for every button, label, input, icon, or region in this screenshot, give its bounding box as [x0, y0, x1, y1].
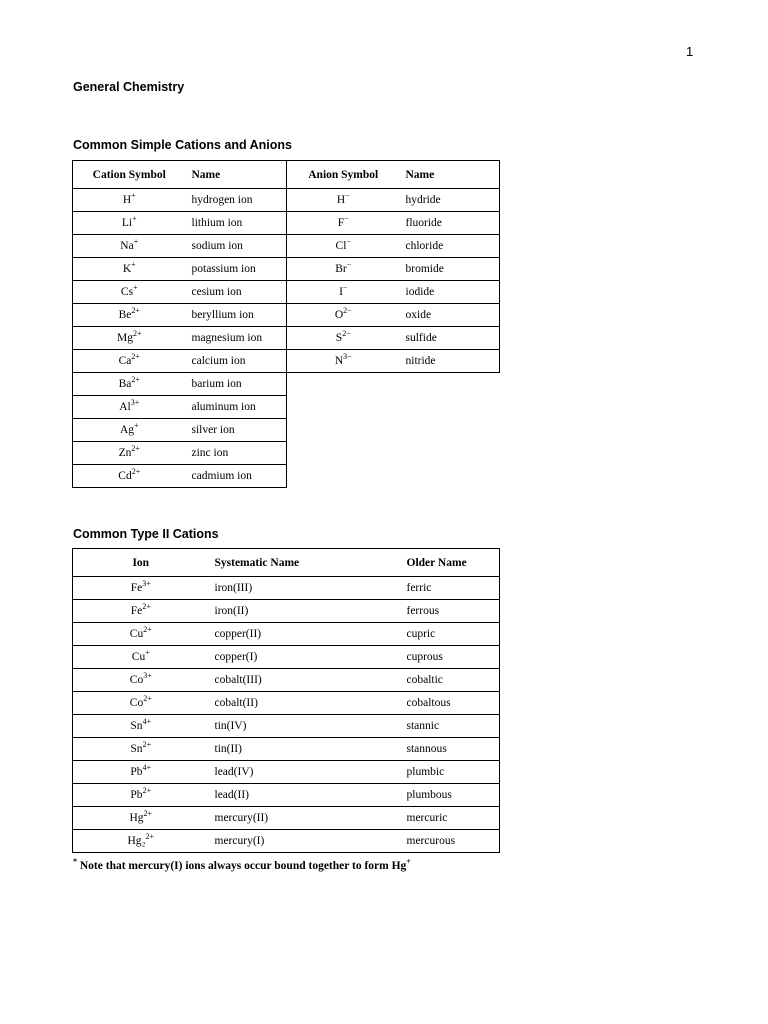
simple-ions-table	[72, 160, 500, 488]
ion-symbol-cell	[287, 258, 400, 281]
ion-charge: 2−	[342, 329, 351, 338]
ion-symbol: F	[337, 217, 345, 229]
ion-charge: −	[344, 214, 349, 223]
older-name-cell: plumbous	[401, 784, 500, 807]
ion-symbol: Hg	[129, 812, 144, 824]
ion-charge: 2+	[132, 329, 142, 338]
older-name-cell: cupric	[401, 623, 500, 646]
table-row	[73, 258, 500, 281]
table-row	[73, 373, 500, 396]
ion-name-cell: silver ion	[186, 419, 287, 442]
empty-cell	[287, 442, 400, 465]
ion-charge: 2+	[142, 602, 151, 611]
empty-cell	[400, 419, 500, 442]
ion-charge: 4+	[142, 763, 152, 772]
ion-symbol-cell	[287, 304, 400, 327]
ion-name-cell: lithium ion	[186, 212, 287, 235]
ion-name-cell: cesium ion	[186, 281, 287, 304]
ion-symbol-cell	[287, 212, 400, 235]
ion-charge: 2+	[143, 694, 152, 703]
ion-charge: 2+	[131, 444, 140, 453]
ion-charge: +	[132, 214, 137, 223]
table-row	[73, 396, 500, 419]
ion-symbol: H	[336, 194, 346, 206]
empty-cell	[287, 465, 400, 488]
older-name-cell: mercurous	[401, 830, 500, 853]
ion-symbol-cell	[73, 396, 186, 419]
empty-cell	[287, 373, 400, 396]
table-row	[73, 784, 500, 807]
ion-charge: 3+	[142, 579, 151, 588]
column-header: Anion Symbol	[287, 161, 400, 189]
ion-name-cell: fluoride	[400, 212, 500, 235]
older-name-cell: plumbic	[401, 761, 500, 784]
ion-name-cell: zinc ion	[186, 442, 287, 465]
ion-symbol: Mg	[117, 332, 133, 344]
ion-symbol: Fe	[130, 605, 143, 617]
ion-symbol-cell	[73, 442, 186, 465]
table-row	[73, 738, 500, 761]
table-row	[73, 350, 500, 373]
ion-charge: 2+	[143, 625, 152, 634]
ion-symbol: Ag	[119, 424, 135, 436]
ion-symbol-cell	[73, 807, 209, 830]
ion-charge: +	[145, 648, 150, 657]
ion-symbol-cell	[73, 304, 186, 327]
older-name-cell: ferric	[401, 577, 500, 600]
ion-name-cell: barium ion	[186, 373, 287, 396]
ion-charge: 2−	[343, 306, 352, 315]
footnote-ion-charge: +	[406, 857, 411, 866]
ion-symbol: Sn	[130, 720, 143, 732]
ion-name-cell: nitride	[400, 350, 500, 373]
ion-symbol: Sn	[130, 743, 143, 755]
ion-symbol: Zn	[118, 447, 132, 459]
table-row	[73, 692, 500, 715]
systematic-name-cell: iron(III)	[209, 577, 401, 600]
empty-cell	[287, 396, 400, 419]
table-row	[73, 669, 500, 692]
ion-symbol-cell	[73, 692, 209, 715]
systematic-name-cell: cobalt(II)	[209, 692, 401, 715]
ion-symbol-cell	[73, 281, 186, 304]
table-row	[73, 715, 500, 738]
ion-symbol: Be	[118, 309, 132, 321]
table-row	[73, 577, 500, 600]
ion-symbol: H	[122, 194, 132, 206]
column-header: Name	[186, 161, 287, 189]
ion-name-cell: potassium ion	[186, 258, 287, 281]
ion-symbol-cell	[73, 715, 209, 738]
ion-symbol: Cd	[118, 470, 132, 482]
ion-symbol-cell	[73, 258, 186, 281]
ion-name-cell: beryllium ion	[186, 304, 287, 327]
ion-charge: +	[133, 283, 138, 292]
ion-charge: 4+	[142, 717, 152, 726]
systematic-name-cell: mercury(II)	[209, 807, 401, 830]
systematic-name-cell: iron(II)	[209, 600, 401, 623]
ion-symbol-cell	[287, 189, 400, 212]
ion-name-cell: sodium ion	[186, 235, 287, 258]
ion-charge: −	[342, 283, 348, 292]
empty-cell	[400, 373, 500, 396]
ion-symbol: O	[334, 309, 344, 321]
ion-name-cell: oxide	[400, 304, 500, 327]
ion-symbol: Pb	[130, 789, 143, 801]
ion-charge: −	[346, 237, 351, 246]
table-row	[73, 600, 500, 623]
ion-symbol-cell	[73, 212, 186, 235]
systematic-name-cell: copper(I)	[209, 646, 401, 669]
ion-symbol-cell	[287, 281, 400, 304]
ion-symbol-cell	[73, 669, 209, 692]
ion-symbol-cell	[73, 738, 209, 761]
ion-symbol: Pb	[130, 766, 143, 778]
systematic-name-cell: mercury(I)	[209, 830, 401, 853]
older-name-cell: ferrous	[401, 600, 500, 623]
table-row	[73, 465, 500, 488]
ion-symbol: Cs	[120, 286, 134, 298]
ion-symbol: Co	[129, 674, 144, 686]
ion-name-cell: hydride	[400, 189, 500, 212]
ion-symbol-cell	[73, 761, 209, 784]
ion-name-cell: chloride	[400, 235, 500, 258]
ion-symbol: Li	[121, 217, 133, 229]
column-header: Ion	[73, 549, 209, 577]
ion-charge: 2+	[142, 740, 152, 749]
ion-charge: −	[345, 191, 350, 200]
ion-symbol-cell	[73, 350, 186, 373]
section-heading-type2-cations: Common Type II Cations	[73, 527, 219, 541]
ion-charge: 2+	[131, 375, 140, 384]
ion-symbol-cell	[73, 600, 209, 623]
table-row	[73, 830, 500, 853]
systematic-name-cell: lead(IV)	[209, 761, 401, 784]
ion-symbol: Fe	[130, 582, 143, 594]
ion-symbol: Na	[120, 240, 134, 252]
ion-name-cell: bromide	[400, 258, 500, 281]
ion-symbol-cell	[73, 373, 186, 396]
empty-cell	[400, 442, 500, 465]
ion-charge: 3−	[343, 352, 352, 361]
ion-charge: 2+	[143, 809, 153, 818]
table-row	[73, 304, 500, 327]
page-number: 1	[686, 44, 694, 59]
empty-cell	[400, 465, 500, 488]
ion-charge: 2+	[131, 306, 140, 315]
ion-symbol: Hg₂	[127, 835, 146, 847]
column-header: Older Name	[401, 549, 500, 577]
table-row	[73, 646, 500, 669]
section-heading-simple-ions: Common Simple Cations and Anions	[73, 138, 292, 152]
ion-symbol-cell	[73, 235, 186, 258]
column-header: Cation Symbol	[73, 161, 186, 189]
ion-charge: +	[131, 260, 136, 269]
ion-symbol: N	[334, 355, 344, 367]
empty-cell	[287, 419, 400, 442]
table-header-row	[73, 161, 500, 189]
ion-symbol-cell	[73, 577, 209, 600]
ion-name-cell: calcium ion	[186, 350, 287, 373]
systematic-name-cell: copper(II)	[209, 623, 401, 646]
ion-charge: 2+	[131, 352, 140, 361]
ion-symbol-cell	[73, 419, 186, 442]
ion-symbol-cell	[73, 784, 209, 807]
table-row	[73, 212, 500, 235]
ion-charge: +	[134, 421, 139, 430]
ion-symbol-cell	[73, 830, 209, 853]
ion-symbol: K	[122, 263, 132, 275]
footnote	[73, 857, 411, 872]
older-name-cell: stannic	[401, 715, 500, 738]
ion-charge: 2+	[142, 786, 152, 795]
ion-name-cell: iodide	[400, 281, 500, 304]
ion-symbol: Ca	[118, 355, 132, 367]
table-row	[73, 281, 500, 304]
table-row	[73, 235, 500, 258]
ion-symbol: Cu	[131, 651, 146, 663]
footnote-marker: *	[73, 857, 77, 866]
ion-name-cell: aluminum ion	[186, 396, 287, 419]
table-row	[73, 442, 500, 465]
page-title: General Chemistry	[73, 80, 185, 94]
ion-symbol-cell	[287, 327, 400, 350]
type2-cations-table	[72, 548, 500, 853]
column-header: Systematic Name	[209, 549, 401, 577]
ion-charge: 2+	[145, 832, 155, 841]
older-name-cell: cobaltic	[401, 669, 500, 692]
table-row	[73, 327, 500, 350]
footnote-text: Note that mercury(I) ions always occur bound together to form Hg	[77, 860, 407, 872]
ion-symbol-cell	[73, 646, 209, 669]
ion-symbol: Co	[129, 697, 144, 709]
ion-symbol-cell	[287, 350, 400, 373]
ion-charge: 2+	[131, 467, 141, 476]
table-row	[73, 807, 500, 830]
older-name-cell: mercuric	[401, 807, 500, 830]
ion-name-cell: sulfide	[400, 327, 500, 350]
column-header: Name	[400, 161, 500, 189]
ion-symbol: Al	[119, 401, 131, 413]
ion-name-cell: magnesium ion	[186, 327, 287, 350]
ion-name-cell: hydrogen ion	[186, 189, 287, 212]
table-row	[73, 623, 500, 646]
older-name-cell: cobaltous	[401, 692, 500, 715]
ion-charge: 3+	[143, 671, 152, 680]
table-row	[73, 761, 500, 784]
ion-symbol: S	[335, 332, 343, 344]
table-row	[73, 189, 500, 212]
ion-symbol: I	[339, 286, 343, 298]
table-header-row	[73, 549, 500, 577]
ion-symbol-cell	[73, 623, 209, 646]
systematic-name-cell: lead(II)	[209, 784, 401, 807]
table-row	[73, 419, 500, 442]
systematic-name-cell: cobalt(III)	[209, 669, 401, 692]
ion-symbol-cell	[287, 235, 400, 258]
ion-charge: 3+	[130, 398, 140, 407]
ion-symbol: Cu	[129, 628, 144, 640]
systematic-name-cell: tin(IV)	[209, 715, 401, 738]
empty-cell	[400, 396, 500, 419]
ion-charge: −	[346, 260, 352, 269]
ion-symbol: Br	[335, 263, 347, 275]
ion-symbol: Ba	[118, 378, 132, 390]
ion-charge: +	[133, 237, 139, 246]
ion-symbol: Cl	[335, 240, 347, 252]
ion-symbol-cell	[73, 465, 186, 488]
systematic-name-cell: tin(II)	[209, 738, 401, 761]
older-name-cell: stannous	[401, 738, 500, 761]
older-name-cell: cuprous	[401, 646, 500, 669]
ion-name-cell: cadmium ion	[186, 465, 287, 488]
ion-symbol-cell	[73, 327, 186, 350]
ion-charge: +	[131, 191, 136, 200]
ion-symbol-cell	[73, 189, 186, 212]
